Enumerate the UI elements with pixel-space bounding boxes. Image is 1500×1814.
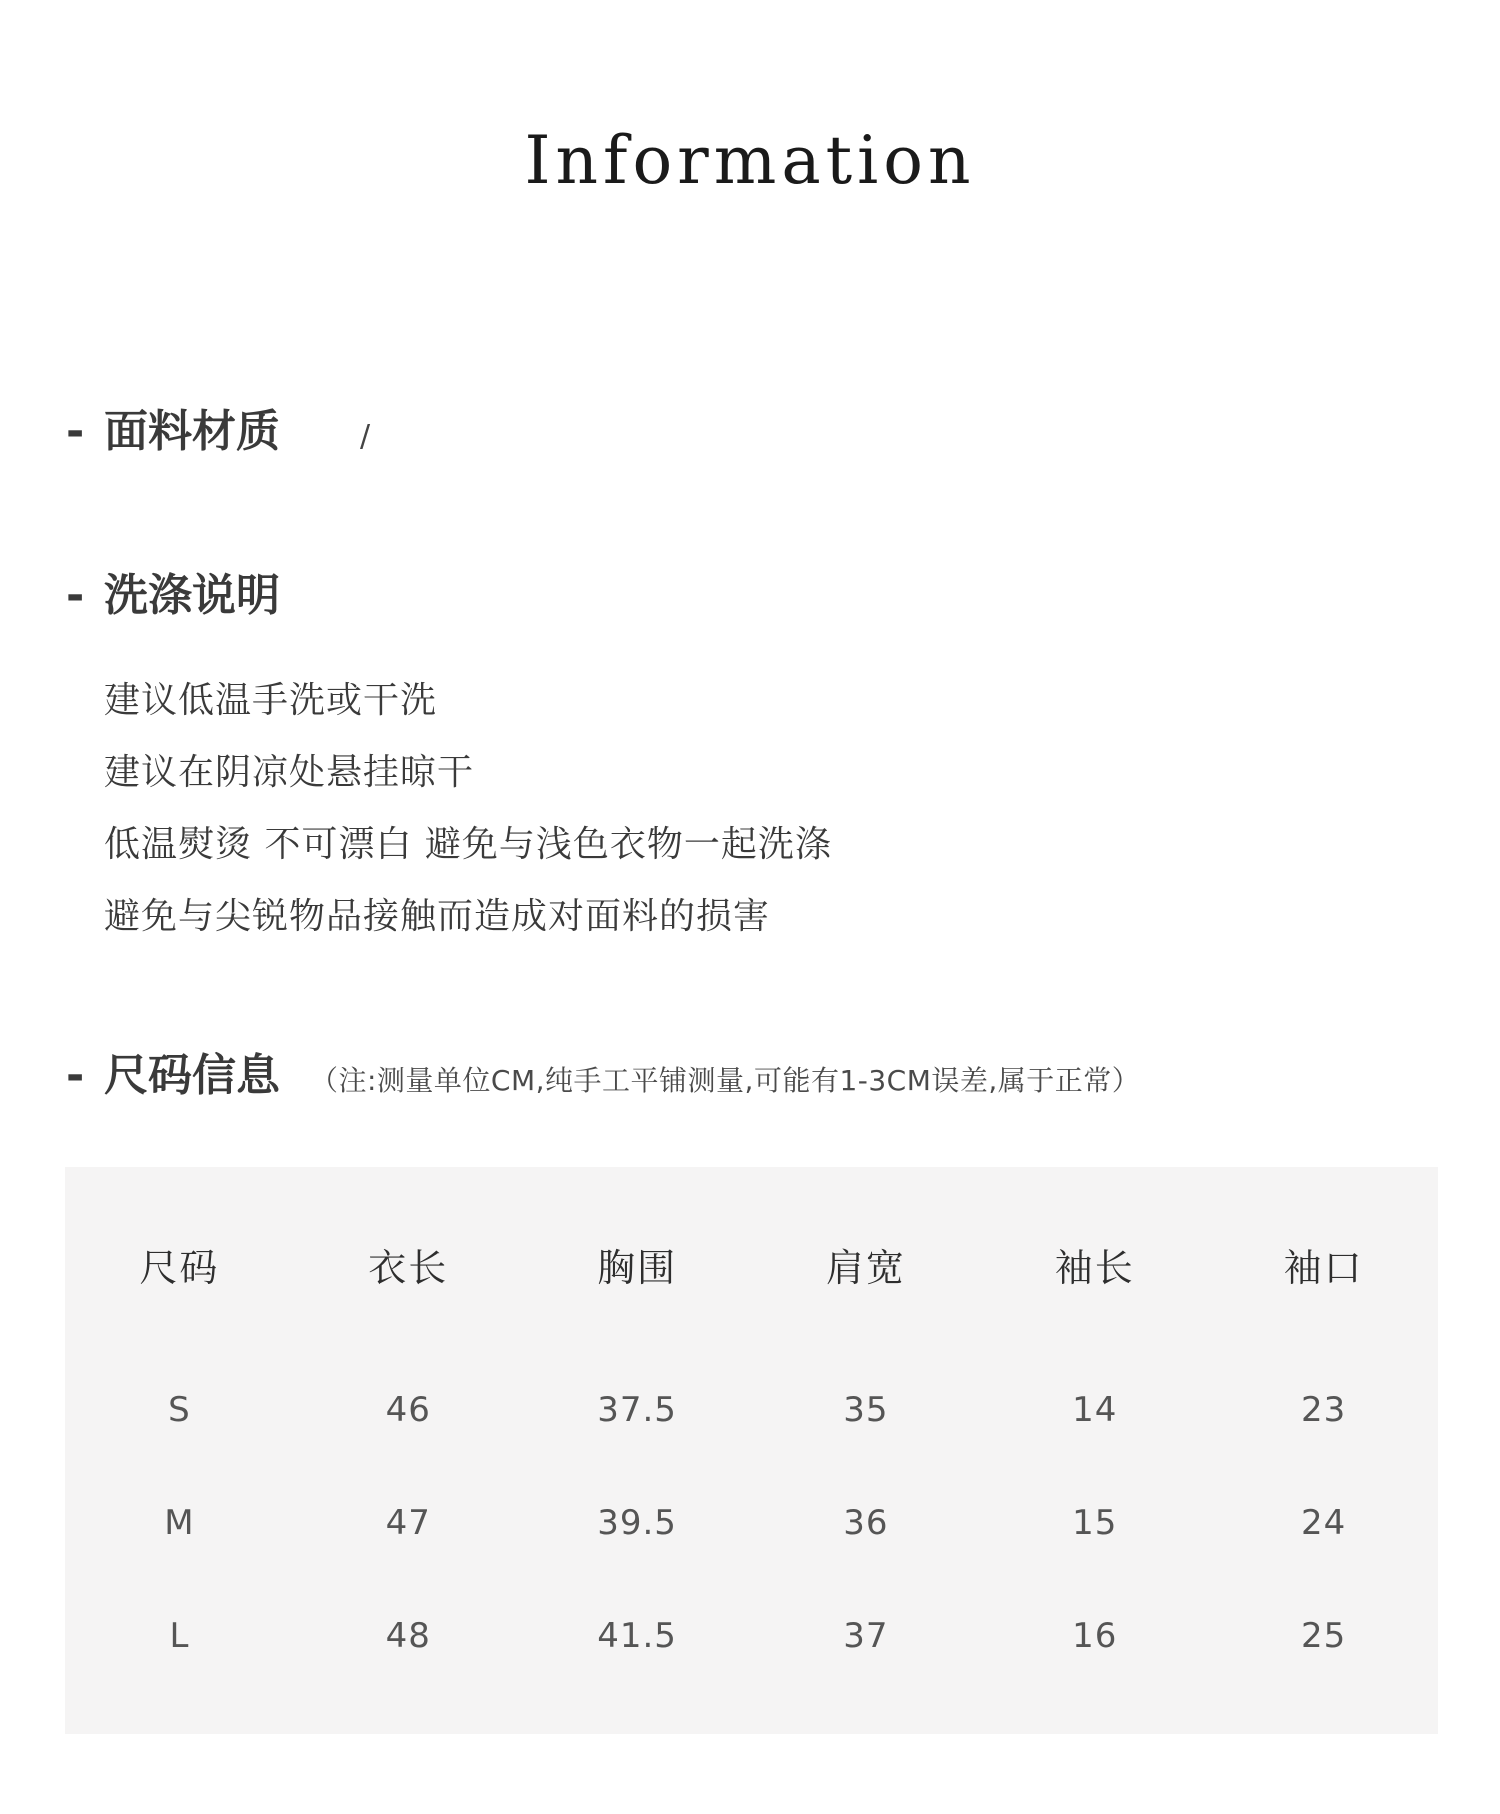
table-cell: 39.5 <box>597 1502 677 1543</box>
material-heading-row <box>66 406 371 457</box>
size-note: （注:测量单位CM,纯手工平铺测量,可能有1-3CM误差,属于正常） <box>310 1064 1141 1097</box>
table-cell: 25 <box>1300 1615 1347 1656</box>
table-cell: 37.5 <box>597 1389 677 1430</box>
page-title: Information <box>524 122 976 199</box>
table-row <box>65 1353 1438 1466</box>
washing-line: 建议在阴凉处悬挂晾干 <box>104 752 475 793</box>
table-row <box>65 1579 1438 1692</box>
dash-bullet: - <box>66 570 85 621</box>
column-header: 袖长 <box>1054 1246 1135 1290</box>
table-cell: 23 <box>1300 1389 1347 1430</box>
material-section <box>66 406 371 457</box>
column-header: 肩宽 <box>825 1246 906 1290</box>
material-heading: 面料材质 <box>104 406 280 457</box>
size-table <box>65 1237 1438 1692</box>
table-cell: 16 <box>1072 1615 1118 1656</box>
washing-instructions <box>104 665 832 953</box>
table-cell: 36 <box>843 1502 889 1543</box>
washing-section <box>66 570 280 621</box>
size-table-panel <box>65 1167 1438 1734</box>
table-cell: L <box>169 1615 190 1656</box>
column-header: 袖口 <box>1283 1246 1364 1290</box>
table-cell: M <box>164 1502 195 1543</box>
table-cell: 41.5 <box>597 1615 677 1656</box>
table-cell: 48 <box>385 1615 431 1656</box>
column-header: 衣长 <box>368 1246 449 1290</box>
washing-line: 建议低温手洗或干洗 <box>104 680 438 721</box>
table-cell: 14 <box>1072 1389 1118 1430</box>
washing-heading-row <box>66 570 280 621</box>
washing-line: 避免与尖锐物品接触而造成对面料的损害 <box>104 896 771 937</box>
material-value: / <box>360 419 371 454</box>
table-cell: 24 <box>1300 1502 1347 1543</box>
table-cell: S <box>168 1389 191 1430</box>
washing-heading: 洗涤说明 <box>104 570 280 621</box>
size-heading: 尺码信息 <box>104 1050 280 1101</box>
size-section <box>66 1050 1141 1101</box>
table-cell: 46 <box>385 1389 431 1430</box>
washing-line: 低温熨烫 不可漂白 避免与浅色衣物一起洗涤 <box>104 824 832 865</box>
table-cell: 35 <box>843 1389 889 1430</box>
size-heading-row <box>66 1050 1141 1101</box>
table-cell: 47 <box>385 1502 431 1543</box>
column-header: 尺码 <box>139 1246 220 1290</box>
table-row <box>65 1466 1438 1579</box>
dash-bullet: - <box>66 1050 85 1101</box>
table-cell: 37 <box>843 1615 889 1656</box>
table-cell: 15 <box>1072 1502 1118 1543</box>
dash-bullet: - <box>66 406 85 457</box>
column-header: 胸围 <box>597 1246 678 1290</box>
table-header-row <box>65 1237 1438 1353</box>
